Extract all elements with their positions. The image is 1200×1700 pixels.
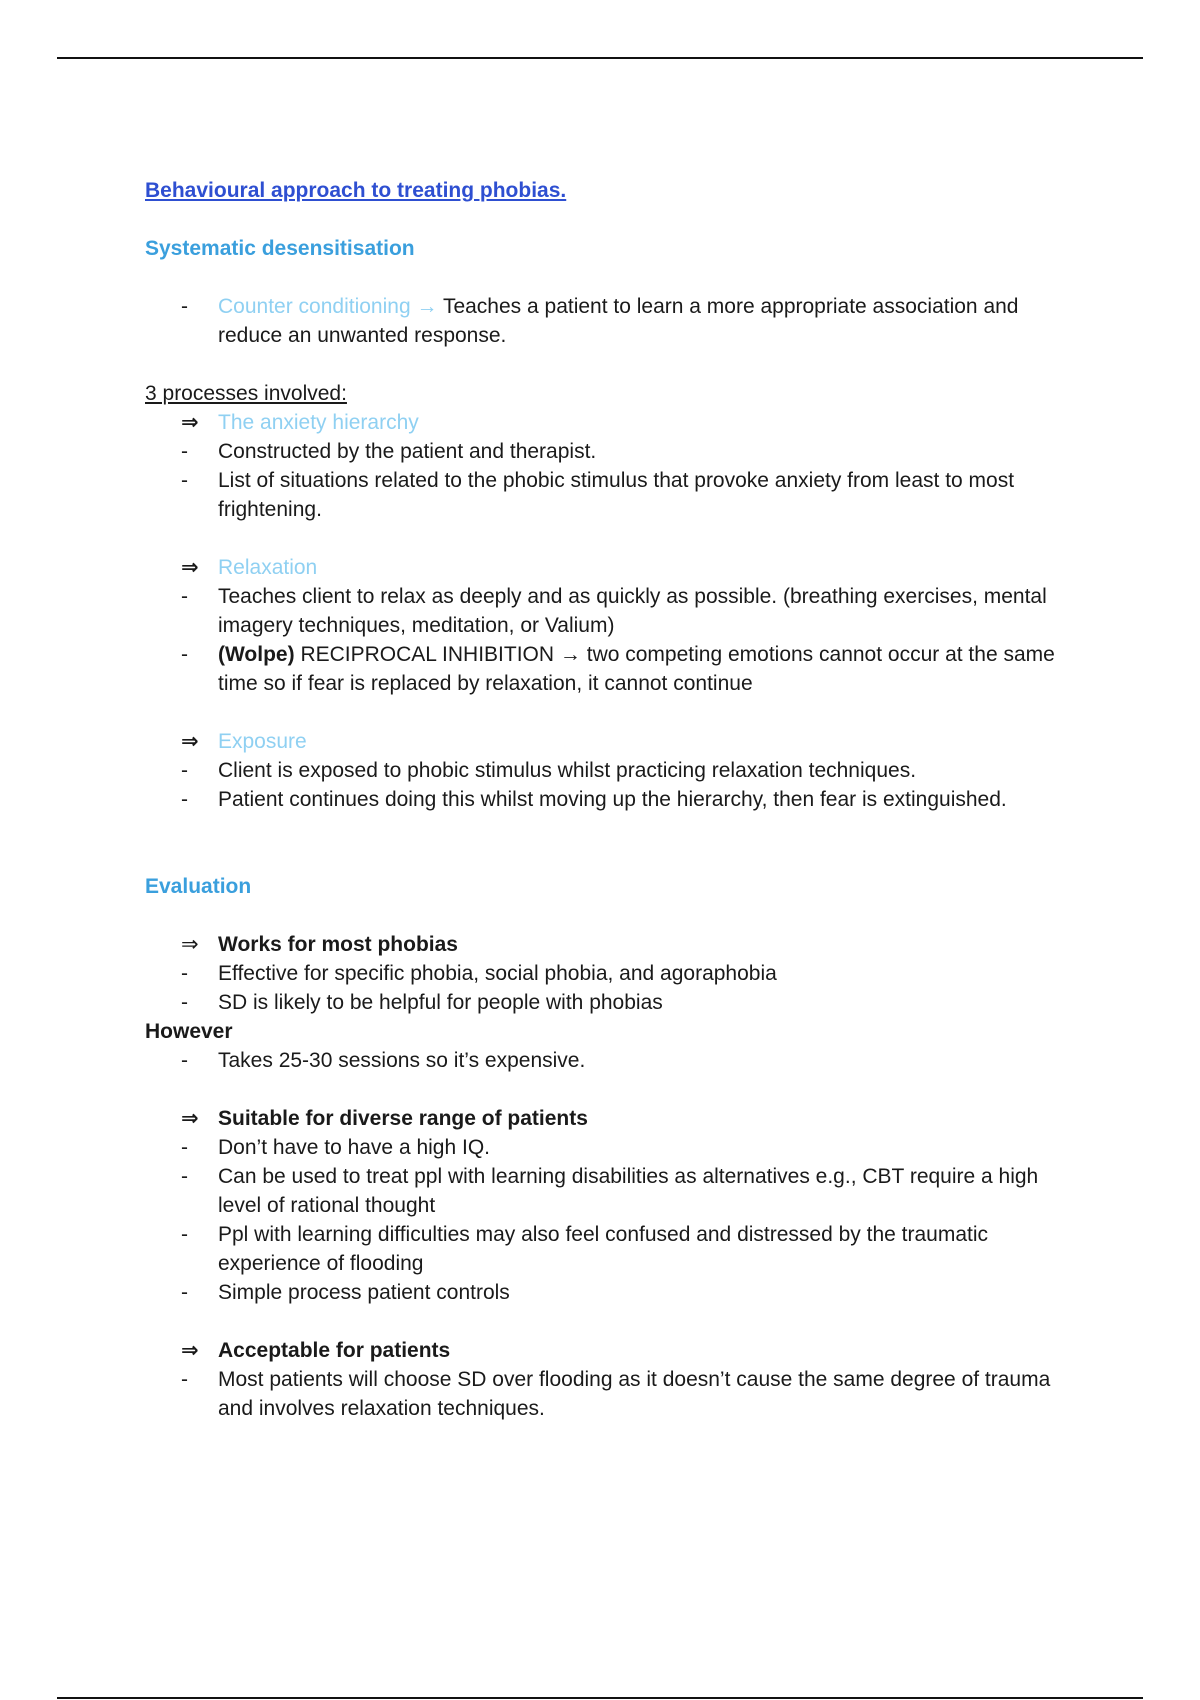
list-item: - Patient continues doing this whilst moving up the hierarchy, then fear is extinguished. — [181, 788, 1007, 811]
double-arrow-icon: ⇒ — [181, 933, 199, 956]
list-item: - Counter conditioning → Teaches a patient to learn a more appropriate association and reduce an unwanted response. — [181, 295, 1019, 347]
subheading-relaxation: ⇒ Relaxation — [145, 553, 1085, 582]
list-item: - Teaches client to relax as deeply and as quickly as possible. (breathing exercises, mental imagery techniques, meditation, or Valium) — [181, 585, 1047, 637]
list-item: - Simple process patient controls — [181, 1281, 510, 1304]
list-item: - Client is exposed to phobic stimulus whilst practicing relaxation techniques. — [181, 759, 917, 782]
double-arrow-icon: ⇒ — [181, 556, 199, 579]
list-item: - Takes 25-30 sessions so it’s expensive. — [181, 1049, 586, 1072]
list-item: - Don’t have to have a high IQ. — [181, 1136, 491, 1159]
footer-rule — [57, 1697, 1143, 1699]
list-item: - SD is likely to be helpful for people with phobias — [181, 991, 663, 1014]
document-body — [145, 176, 1085, 1423]
section-heading-evaluation: Evaluation — [145, 875, 252, 898]
eval-heading-works: ⇒ Works for most phobias — [145, 930, 1085, 959]
double-arrow-icon: ⇒ — [181, 1339, 199, 1362]
list-item: - Can be used to treat ppl with learning disabilities as alternatives e.g., CBT require a high level of rational thought — [181, 1165, 1039, 1217]
document-title: Behavioural approach to treating phobias. — [145, 179, 567, 202]
list-item: - Most patients will choose SD over flooding as it doesn’t cause the same degree of trauma and involves relaxation techniques. — [181, 1368, 1051, 1420]
list-item: - Ppl with learning difficulties may also feel confused and distressed by the traumatic experience of flooding — [181, 1223, 989, 1275]
double-arrow-icon: ⇒ — [181, 1107, 199, 1130]
term-counter-conditioning: Counter conditioning — [218, 295, 411, 318]
eval-heading-suitable: ⇒ Suitable for diverse range of patients — [145, 1104, 1085, 1133]
double-arrow-icon: ⇒ — [181, 730, 199, 753]
subheading-exposure: ⇒ Exposure — [145, 727, 1085, 756]
arrow-icon: → — [559, 643, 581, 666]
double-arrow-icon: ⇒ — [181, 411, 199, 434]
list-item: - Constructed by the patient and therapist. — [181, 440, 597, 463]
list-item: - Effective for specific phobia, social phobia, and agoraphobia — [181, 962, 777, 985]
header-rule — [57, 57, 1143, 59]
subheading-anxiety-hierarchy: ⇒ The anxiety hierarchy — [145, 408, 1085, 437]
arrow-icon: → — [416, 295, 438, 318]
list-item: - List of situations related to the phobic stimulus that provoke anxiety from least to most frightening. — [181, 469, 1015, 521]
section-heading-sd: Systematic desensitisation — [145, 237, 415, 260]
however-label: However — [145, 1020, 233, 1043]
eval-heading-acceptable: ⇒ Acceptable for patients — [145, 1336, 1085, 1365]
processes-label: 3 processes involved: — [145, 382, 347, 405]
list-item: - (Wolpe) RECIPROCAL INHIBITION → two competing emotions cannot occur at the same time so if fear is replaced by relaxation, it cannot continue — [181, 643, 1055, 695]
